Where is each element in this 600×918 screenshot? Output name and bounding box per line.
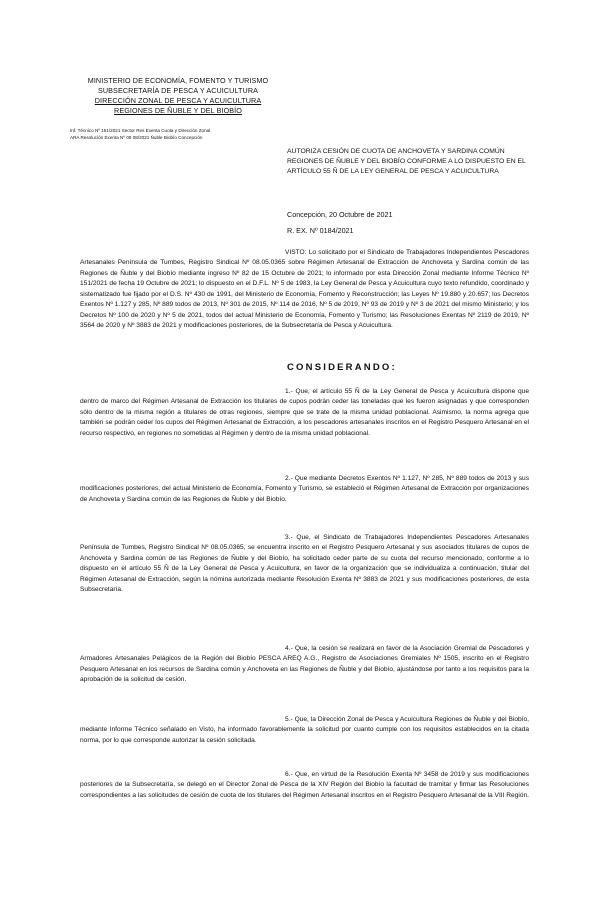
considerando-3: 3.- Que, el Sindicato de Trabajadores Independientes Pescadores Artesanales Península de Tumbes, Registro Sindical Nº 08.05.0365, se encuentra inscrito en el Registro Pesquero Artesanal y sus asociados titulares de cupos de Anchoveta y Sardina común de las Regiones de Ñuble y del Biobío, ha solicitado ceder parte de su cuota del recurso mencionado, conforme a lo dispuesto en el artículo 55 Ñ de la Ley General de Pesca y Acuicultura, en favor de la organización que se individualiza a continuación, titular del Régimen Artesanal de Extracción, según la nómina autorizada mediante Resolución Exenta Nº 3883 de 2021 y sus modificaciones posteriores, de esta Subsecretaría. [80,534,529,594]
subsecretariat-name: SUBSECRETARÍA DE PESCA Y ACUICULTURA [97,86,259,95]
regions-name: REGIONES DE ÑUBLE Y DEL BIOBÍO [114,106,242,115]
considerando-heading: CONSIDERANDO: [287,362,397,373]
letterhead [78,76,278,116]
resolution-subject: AUTORIZA CESIÓN DE CUOTA DE ANCHOVETA Y SARDINA COMÚN REGIONES DE ÑUBLE Y DEL BIOBÍO CONFORME A LO DISPUESTO EN EL ARTÍCULO 55 Ñ DE LA LEY GENERAL DE PESCA Y ACUICULTURA [287,148,526,176]
visto-paragraph: VISTO: Lo solicitado por el Sindicato de Trabajadores Independientes Pescadores Artesanales Península de Tumbes, Registro Sindical Nº 08.05.0365 sobre Régimen Artesanal de Extracción de Anchoveta y Sardina común de las Regiones de Ñuble y del Biobío mediante ingreso Nº 82 de 15 Octubre de 2021; lo informado por esta Dirección Zonal mediante Informe Técnico Nº 151/2021 de fecha 19 Octubre de 2021; lo dispuesto en el D.F.L. Nº 5 de 1983, la Ley General de Pesca y Acuicultura cuyo texto refundido, coordinado y sistematizado fue fijado por el D.S. Nº 430 de 1991, del Ministerio de Economía, Fomento y Reconstrucción; las Leyes Nº 19.880 y 20.657; los Decretos Exentos Nº 1.127 y 285, Nº 889 todos de 2013, Nº 301 de 2015, Nº 114 de 2016, Nº 5 de 2019, Nº 93 de 2019 y Nº 3 de 2021 del mismo Ministerio; y los Decretos Nº 100 de 2020 y Nº 5 de 2021, todos del actual Ministerio de Economía, Fomento y Turismo; las Resoluciones Exentas Nº 2119 de 2019, Nº 3564 de 2020 y Nº 3883 de 2021 y modificaciones posteriores, de la Subsecretaría de Pesca y Acuicultura. [80,249,529,330]
zonal-direction-name: DIRECCIÓN ZONAL DE PESCA Y ACUICULTURA [94,96,262,105]
considerando-4: 4.- Que, la cesión se realizará en favor de la Asociación Gremial de Pescadores y Armadores Artesanales Pelágicos de la Región del Biobío PESCA AREQ A.G., Registro de Asociaciones Gremiales Nº 1505, inscrito en el Registro Pesquero Artesanal en los recursos de Sardina común y Anchoveta en las Regiones de Ñuble y del Biobío, ajustándose por tanto a los requisitos para la aprobación de la solicitud de cesión. [80,645,529,684]
resolution-number: R. EX. Nº 0184/2021 [287,226,354,235]
considerando-2: 2.- Que mediante Decretos Exentos Nº 1.127, Nº 285, Nº 889 todos de 2013 y sus modificaciones posteriores, del actual Ministerio de Economía, Fomento y Turismo, se estableció el Régimen Artesanal de Extracción por organizaciones de Anchoveta y Sardina común de las Regiones de Ñuble y del Biobío. [80,475,529,503]
considerando-5: 5.- Que, la Dirección Zonal de Pesca y Acuicultura Regiones de Ñuble y del Biobío, mediante Informe Técnico señalado en Visto, ha informado favorablemente la solicitud por cuanto cumple con los requisitos establecidos en la citada norma, por lo que corresponde autorizar la cesión solicitada. [80,716,529,744]
considerando-1: 1.- Que, el artículo 55 Ñ de la Ley General de Pesca y Acuicultura dispone que dentro de marco del Régimen Artesanal de Extracción los titulares de cupos podrán ceder las toneladas que les fueron asignadas y que corresponden sólo dentro de la misma región a titulares de otras regiones, siempre que se trate de la misma unidad poblacional. Asimismo, la norma agrega que también se podrán ceder los cupos del Régimen Artesanal de Extracción, a los pescadores artesanales inscritos en el Registro Pesquero Artesanal en el recurso respectivo, en regiones no sometidas al Régimen y dentro de la misma unidad poblacional. [80,388,529,437]
reference-line-1: Inf. Técnico Nº 151/2021 Sector Res Exenta Cuota y Dirección Zonal [70,128,211,133]
ministry-name: MINISTERIO DE ECONOMÍA, FOMENTO Y TURISMO [87,76,269,85]
reference-line-2: ARA Resolución Exenta Nº 09 08/2021 Ñuble Biobío Concepción [70,135,203,140]
resolution-date: Concepción, 20 Octubre de 2021 [287,210,393,219]
considerando-6: 6.- Que, en virtud de la Resolución Exenta Nº 3458 de 2019 y sus modificaciones posteriores de la Subsecretaría, se delegó en el Director Zonal de Pesca de la XIV Región del Biobío la facultad de tramitar y firmar las Resoluciones correspondientes a las solicitudes de cesión de cuota de los titulares del Régimen Artesanal inscritos en el Registro Pesquero Artesanal de la VIII Región. [80,771,529,799]
